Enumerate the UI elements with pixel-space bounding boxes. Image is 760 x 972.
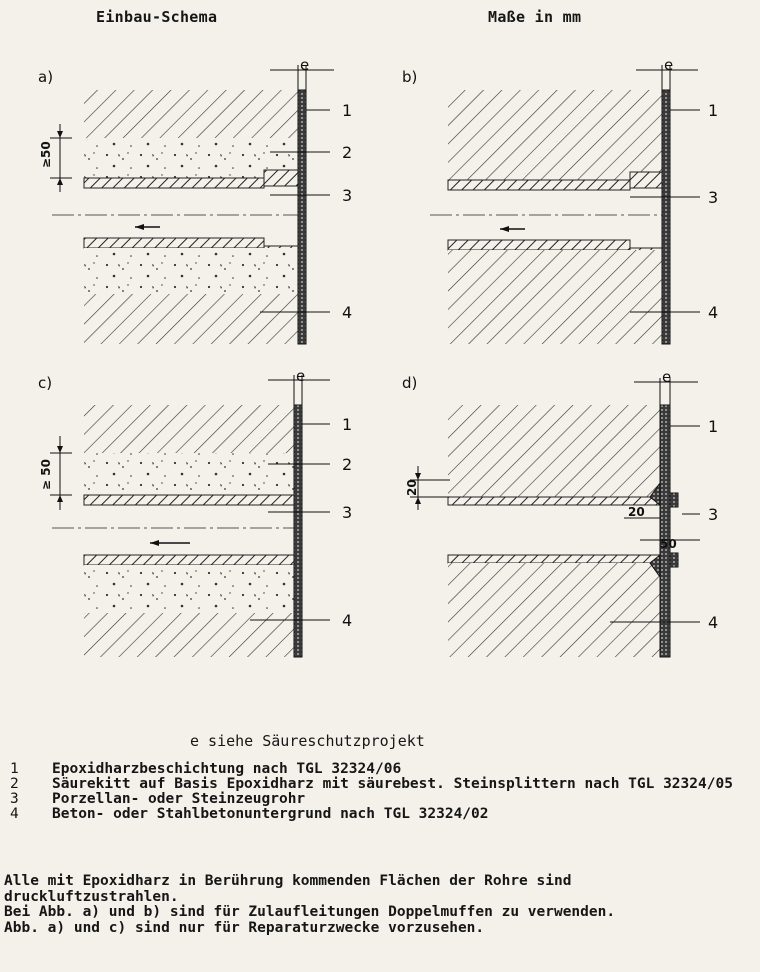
- e-a: e: [300, 56, 310, 74]
- panel-b-label: b): [402, 68, 418, 86]
- dim-a: ≥50: [39, 141, 53, 168]
- legend-item: [6, 777, 746, 792]
- legend-text: Porzellan- oder Steinzeugrohr: [52, 791, 306, 807]
- panel-d: [402, 368, 718, 657]
- panel-a: [38, 56, 352, 344]
- callout-a-3: 3: [342, 186, 353, 205]
- dim-d-1: 20: [405, 479, 419, 496]
- notes: [4, 874, 744, 936]
- legend-num: 2: [10, 776, 19, 792]
- note-e: e siehe Säureschutzprojekt: [190, 732, 425, 750]
- legend-item: [6, 792, 746, 807]
- legend-num: 1: [10, 761, 19, 777]
- panel-b: [402, 56, 718, 344]
- e-b: e: [664, 56, 674, 74]
- panel-a-label: a): [38, 68, 54, 86]
- panel-c-label: c): [38, 374, 53, 392]
- callout-a-1: 1: [342, 101, 353, 120]
- callout-a-4: 4: [342, 303, 353, 322]
- units-note: Maße in mm: [488, 8, 582, 26]
- e-c: e: [296, 367, 306, 385]
- legend-text: Epoxidharzbeschichtung nach TGL 32324/06: [52, 761, 402, 777]
- callout-b-1: 1: [708, 101, 719, 120]
- dim-c: ≥ 50: [39, 459, 53, 490]
- callout-d-1: 1: [708, 417, 719, 436]
- installation-diagram: [0, 40, 760, 680]
- dim-d-3: 50: [660, 537, 677, 551]
- callout-a-2: 2: [342, 143, 353, 162]
- callout-c-3: 3: [342, 503, 353, 522]
- e-d: e: [662, 368, 672, 386]
- callout-c-1: 1: [342, 415, 353, 434]
- dim-d-2: 20: [628, 505, 645, 519]
- callout-b-4: 4: [708, 303, 719, 322]
- legend-num: 3: [10, 791, 19, 807]
- panel-c: [38, 367, 352, 657]
- callout-b-3: 3: [708, 188, 719, 207]
- note-line: Alle mit Epoxidharz in Berührung kommenden Flächen der Rohre sind druckluftzustrahlen.: [4, 873, 572, 905]
- legend-num: 4: [10, 806, 19, 822]
- note-line: Bei Abb. a) und b) sind für Zulaufleitungen Doppelmuffen zu verwenden.: [4, 904, 616, 920]
- legend-item: [6, 807, 746, 822]
- legend-text: Säurekitt auf Basis Epoxidharz mit säurebest. Steinsplittern nach TGL 32324/05: [52, 776, 733, 792]
- schema-title: Einbau-Schema: [96, 8, 218, 26]
- callout-c-2: 2: [342, 455, 353, 474]
- legend-text: Beton- oder Stahlbetonuntergrund nach TGL 32324/02: [52, 806, 489, 822]
- legend: [6, 762, 746, 822]
- note-line: Abb. a) und c) sind nur für Reparaturzwecke vorzusehen.: [4, 919, 485, 936]
- legend-item: [6, 762, 746, 777]
- callout-d-3: 3: [708, 505, 719, 524]
- callout-d-4: 4: [708, 613, 719, 632]
- callout-c-4: 4: [342, 611, 353, 630]
- panel-d-label: d): [402, 374, 418, 392]
